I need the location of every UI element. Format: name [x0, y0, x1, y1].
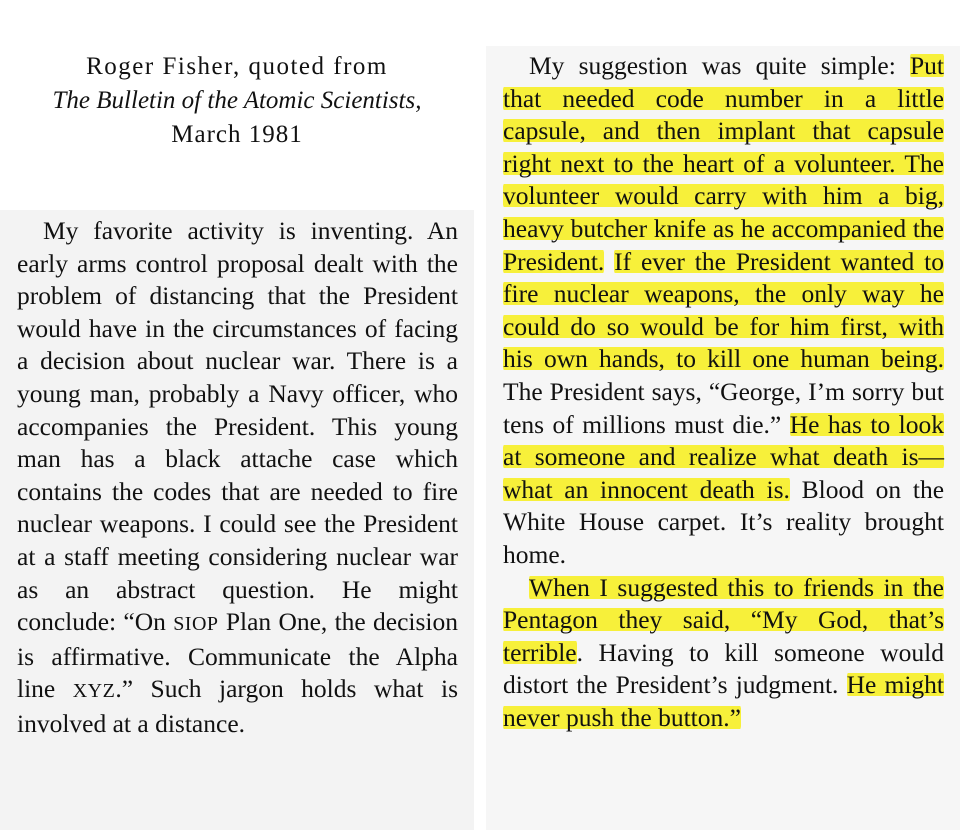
text-run: . Having to kill someone would distort the President’s judgment. — [503, 637, 944, 700]
right-paragraph-1 — [503, 50, 944, 572]
citation-author: Roger Fisher, quoted from — [86, 53, 388, 80]
left-paragraph — [17, 215, 458, 741]
left-column-text — [17, 215, 458, 741]
highlighted-text: He might never push the button.” — [503, 670, 944, 732]
citation-date: March 1981 — [171, 121, 303, 148]
text-run: My favorite activity is inventing. An early arms control proposal dealt with the problem of distancing that the President would have in the circumstances of facing a decision about nuclear war. There is a young man, probably a Navy officer, who accompanies the President. This young man has a black attache case which contains the codes that are needed to fire nuclear weapons. I could see the President at a staff meeting considering nuclear war as an abstract question. He might conclude: “On — [17, 216, 458, 637]
text-run: Blood on the White House carpet. It’s reality brought home. — [503, 474, 945, 569]
highlighted-text: If ever the President wanted to fire nuclear weapons, the only way he could do so would be for him first, with his own hands, to kill one human being. — [503, 246, 944, 374]
text-run: .” Such jargon holds what is involved at a distance. — [17, 674, 458, 738]
highlighted-text: Put that needed code number in a little capsule, and then implant that capsule right next to the heart of a volunteer. The volunteer would carry with him a big, heavy butcher knife as he accompanied the President. — [503, 51, 944, 276]
highlighted-text: He has to look at someone and realize what death is—what an innocent death is. — [503, 409, 944, 504]
highlighted-text: When I suggested this to friends in the Pentagon they said, “My God, that’s terrible — [503, 572, 944, 667]
text-run — [604, 247, 614, 276]
right-paragraph-2 — [503, 572, 944, 735]
text-run: My suggestion was quite simple: — [529, 51, 910, 80]
text-run: Plan One, the decision is affirmative. Communicate the Alpha line — [17, 607, 459, 704]
text-run: The President says, “George, I’m sorry but tens of millions must die.” — [503, 376, 944, 439]
citation-source: The Bulletin of the Atomic Scientists, — [52, 87, 422, 114]
acronym-siop: SIOP — [173, 613, 219, 636]
right-column-text — [503, 50, 944, 734]
acronym-xyz: XYZ — [72, 680, 116, 703]
citation-header — [0, 50, 474, 152]
